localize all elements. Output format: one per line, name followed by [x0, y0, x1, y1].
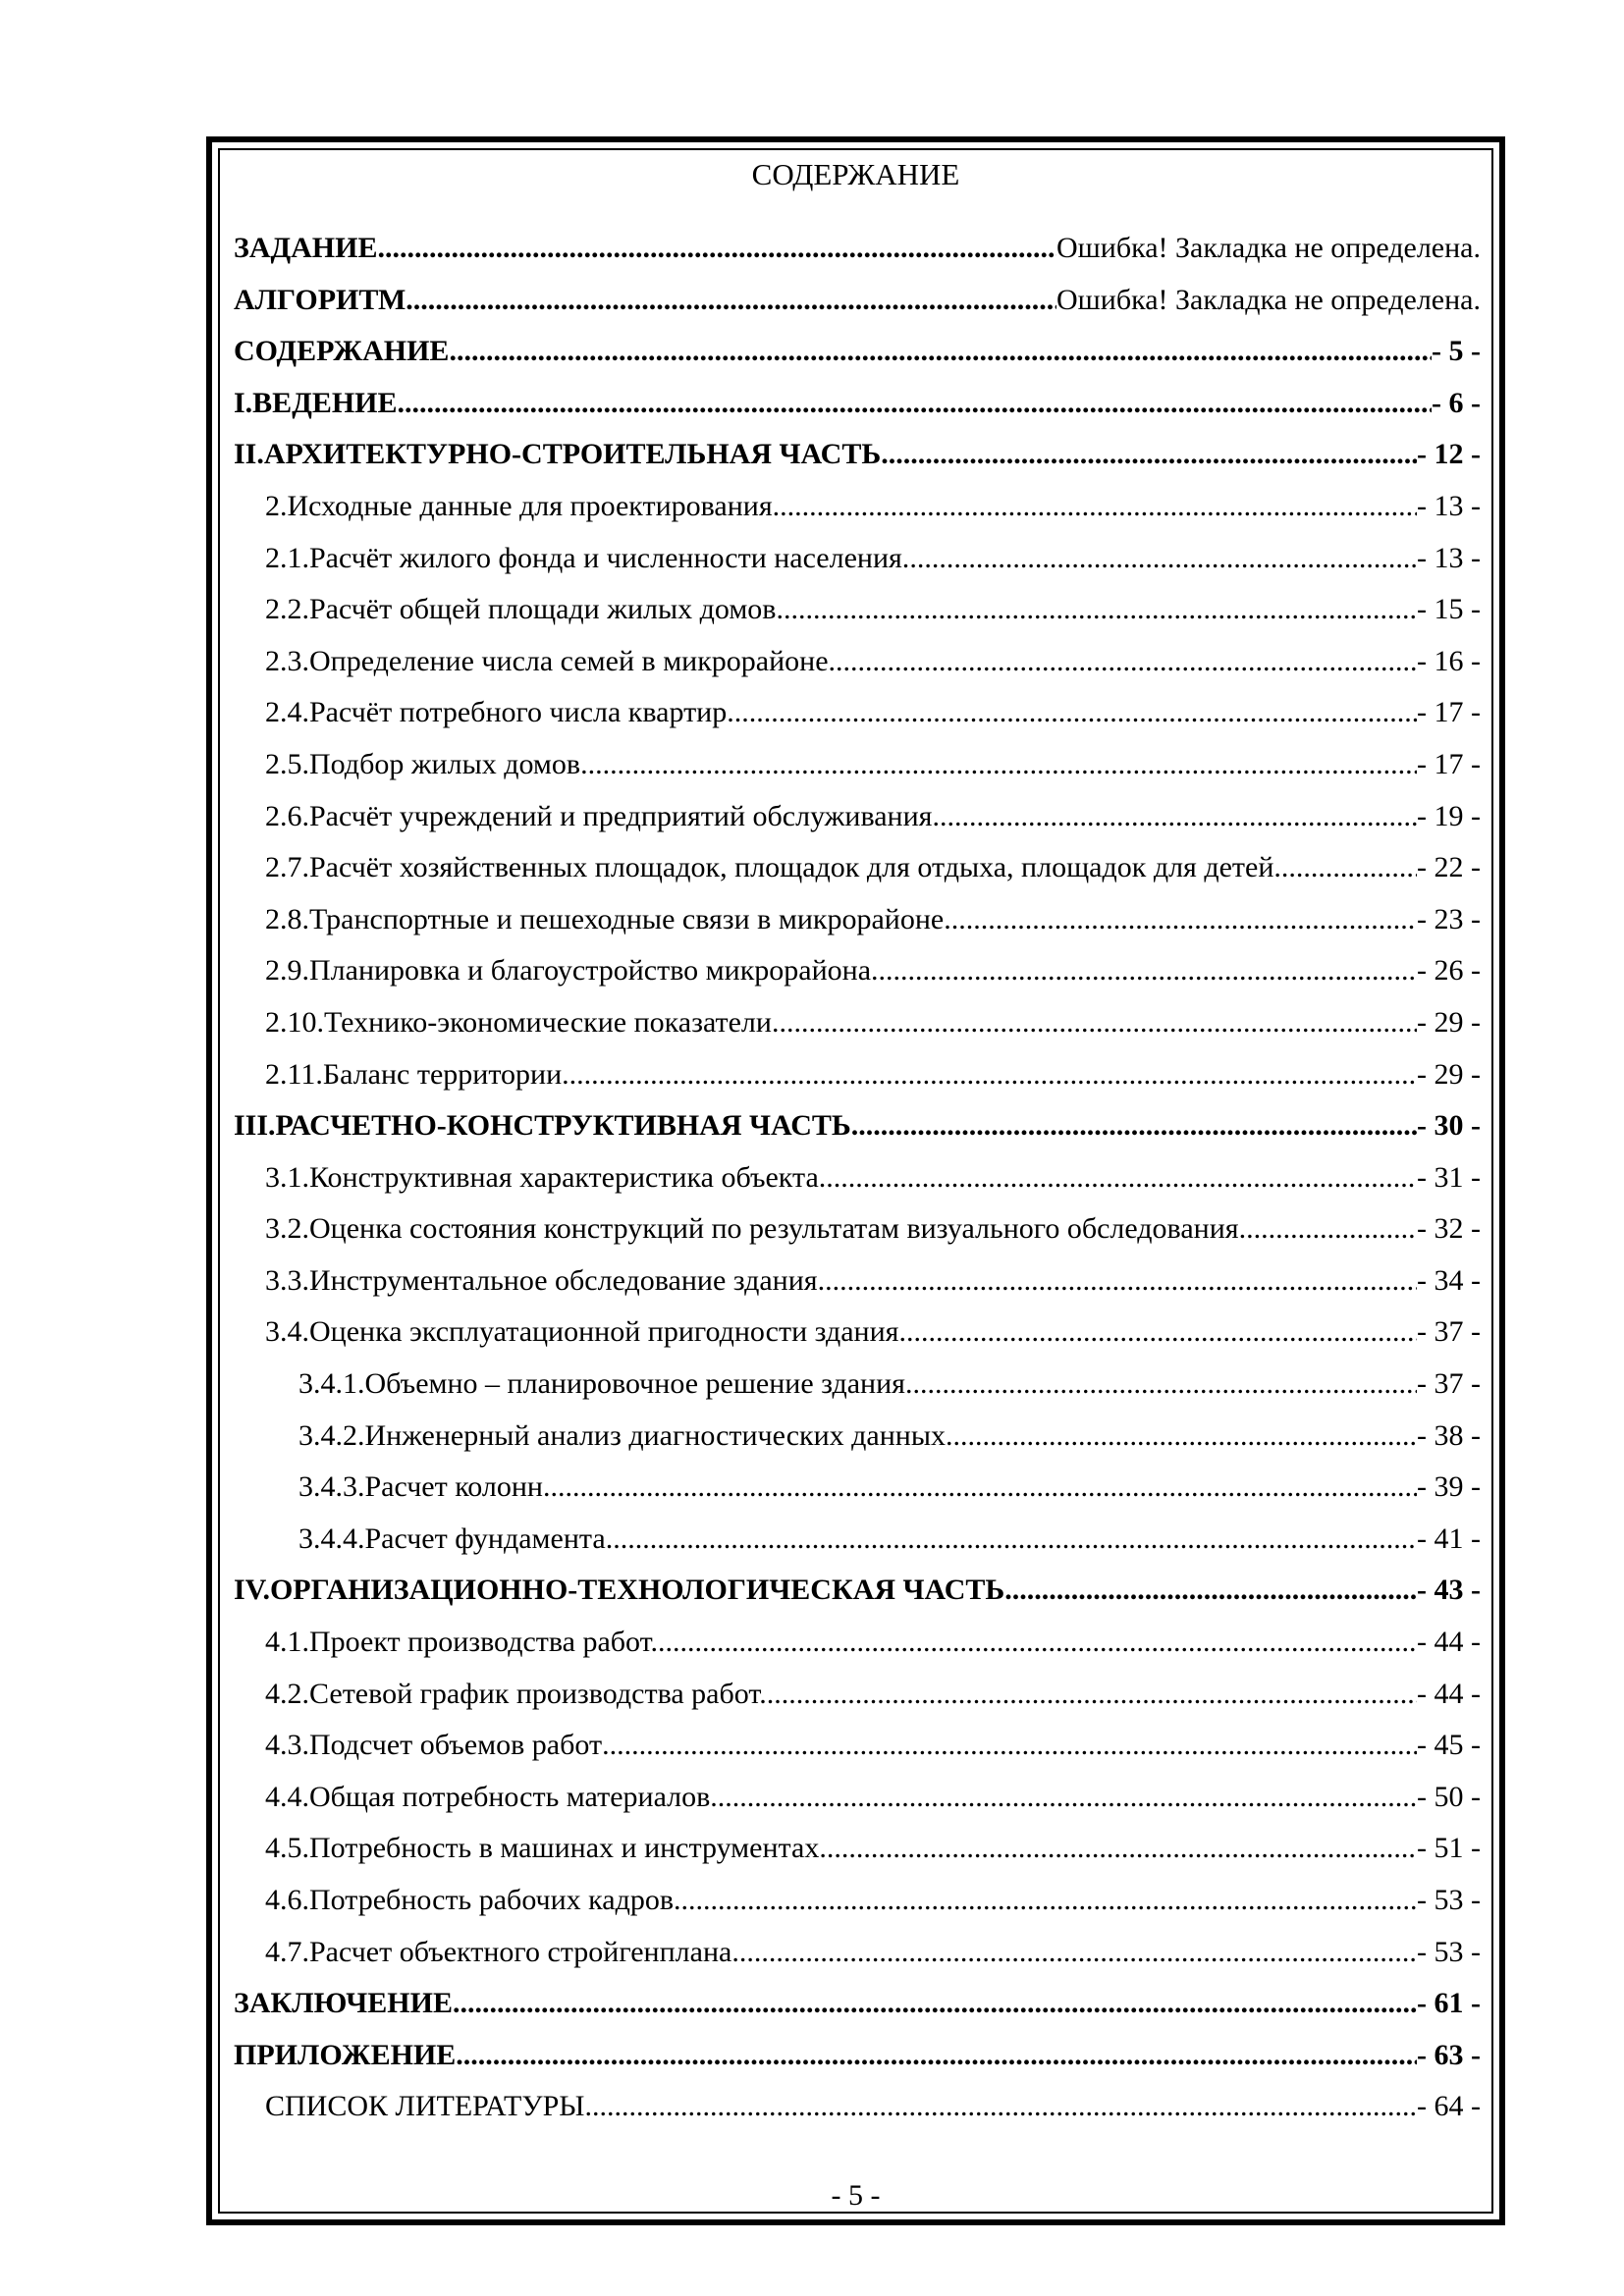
toc-entry-page: Ошибка! Закладка не определена. — [1056, 283, 1481, 316]
toc-entry[interactable] — [234, 998, 1481, 1050]
toc-entry[interactable] — [234, 1824, 1481, 1876]
toc-leader-dots — [710, 1781, 1417, 1814]
toc-entry-page: - 45 - — [1417, 1729, 1481, 1762]
toc-entry-page: - 41 - — [1417, 1522, 1481, 1555]
toc-entry[interactable] — [234, 1670, 1481, 1722]
toc-leader-dots — [727, 696, 1417, 729]
toc-entry-page: - 34 - — [1417, 1263, 1481, 1297]
toc-entry-page: - 61 - — [1417, 1987, 1481, 2020]
toc-leader-dots — [1281, 851, 1417, 884]
toc-entry-page: - 29 - — [1417, 1057, 1481, 1091]
toc-entry-page: - 53 - — [1417, 1935, 1481, 1968]
toc-entry-title: СОДЕРЖАНИЕ — [234, 335, 450, 368]
toc-leader-dots — [819, 1161, 1417, 1195]
toc-entry[interactable] — [234, 1876, 1481, 1928]
page-number: - 5 - — [831, 2179, 881, 2212]
toc-entry-page: Ошибка! Закладка не определена. — [1056, 232, 1481, 264]
toc-entry-page: - 5 - — [1432, 335, 1481, 368]
toc-leader-dots — [772, 1006, 1417, 1040]
toc-entry[interactable] — [234, 1773, 1481, 1825]
toc-entry-page: - 37 - — [1417, 1315, 1481, 1349]
toc-entry-title: 2.6.Расчёт учреждений и предприятий обслуживания. — [265, 799, 940, 832]
toc-entry[interactable] — [234, 1050, 1481, 1102]
toc-entry-title: 2.Исходные данные для проектирования. — [265, 489, 781, 522]
toc-entry-title: ЗАКЛЮЧЕНИЕ — [234, 1987, 453, 2020]
toc-entry[interactable] — [234, 895, 1481, 947]
toc-entry-page: - 23 - — [1417, 902, 1481, 935]
toc-entry-title: 2.3.Определение числа семей в микрорайоне — [265, 644, 829, 677]
toc-entry[interactable] — [234, 946, 1481, 998]
toc-entry-title: 4.6.Потребность рабочих кадров — [265, 1884, 675, 1916]
toc-entry-page: - 13 - — [1417, 541, 1481, 574]
toc-entry-page: - 44 - — [1417, 1626, 1481, 1659]
toc-entry-title: 3.3.Инструментальное обследование здания — [265, 1263, 818, 1297]
toc-entry-title: IV.ОРГАНИЗАЦИОННО-ТЕХНОЛОГИЧЕСКАЯ ЧАСТЬ — [234, 1574, 1005, 1607]
toc-entry-title: 4.4.Общая потребность материалов — [265, 1780, 711, 1813]
toc-entry[interactable] — [234, 1566, 1481, 1618]
toc-entry-title: II.АРХИТЕКТУРНО-СТРОИТЕЛЬНАЯ ЧАСТЬ — [234, 438, 882, 471]
toc-entry-title: ПРИЛОЖЕНИЕ — [234, 2038, 457, 2071]
toc-entry-page: - 30 - — [1417, 1109, 1481, 1143]
toc-entry[interactable] — [234, 637, 1481, 689]
toc-entry[interactable] — [234, 585, 1481, 637]
toc-leader-dots — [453, 1987, 1417, 2020]
toc-entry-page: - 6 - — [1432, 386, 1481, 419]
toc-entry[interactable] — [234, 1463, 1481, 1515]
toc-entry-title: 3.4.4.Расчет фундамента — [298, 1522, 606, 1555]
toc-entry[interactable] — [234, 224, 1481, 276]
toc-entry-title: 3.1.Конструктивная характеристика объекта — [265, 1160, 819, 1194]
toc-entry-title: III.РАСЧЕТНО-КОНСТРУКТИВНАЯ ЧАСТЬ — [234, 1109, 851, 1143]
toc-entry[interactable] — [234, 327, 1481, 379]
toc-entry-title: 4.7.Расчет объектного стройгенплана — [265, 1935, 732, 1968]
toc-entry-page: - 22 - — [1417, 851, 1481, 884]
toc-entry-title: 3.4.Оценка эксплуатационной пригодности здания — [265, 1315, 899, 1349]
toc-leader-dots — [1239, 1212, 1417, 1246]
toc-leader-dots — [1004, 1574, 1417, 1607]
toc-entry-title: 3.2.Оценка состояния конструкций по результатам визуального обследования — [265, 1212, 1239, 1246]
toc-leader-dots — [829, 645, 1417, 678]
toc-entry[interactable] — [234, 843, 1481, 895]
toc-entry-page: - 31 - — [1417, 1160, 1481, 1194]
toc-leader-dots — [879, 954, 1417, 988]
toc-entry-title: 4.5.Потребность в машинах и инструментах — [265, 1832, 820, 1865]
toc-leader-dots — [550, 1470, 1417, 1504]
toc-entry-page: - 37 - — [1417, 1367, 1481, 1401]
toc-leader-dots — [851, 1109, 1417, 1143]
toc-leader-dots — [898, 1315, 1417, 1349]
toc-leader-dots — [606, 1522, 1417, 1556]
toc-entry-title: 4.2.Сетевой график производства работ. — [265, 1677, 767, 1710]
toc-entry-title: 2.8.Транспортные и пешеходные связи в микрорайоне — [265, 902, 945, 935]
toc-entry-page: - 44 - — [1417, 1677, 1481, 1710]
toc-entry[interactable] — [234, 276, 1481, 328]
toc-leader-dots — [674, 1884, 1417, 1917]
toc-entry[interactable] — [234, 1360, 1481, 1412]
toc-entry[interactable] — [234, 1204, 1481, 1256]
toc-entry-title: СПИСОК ЛИТЕРАТУРЫ — [265, 2090, 585, 2123]
toc-entry-page: - 53 - — [1417, 1884, 1481, 1916]
toc-entry-title: 2.9.Планировка и благоустройство микрорайона. — [265, 954, 879, 988]
toc-leader-dots — [658, 1626, 1417, 1659]
toc-entry[interactable] — [234, 482, 1481, 534]
toc-entry[interactable] — [234, 1101, 1481, 1153]
toc-leader-dots — [398, 387, 1432, 420]
toc-entry-title: 4.1.Проект производства работ. — [265, 1626, 659, 1659]
toc-entry[interactable] — [234, 740, 1481, 792]
toc-entry-page: - 32 - — [1417, 1212, 1481, 1246]
toc-entry-page: - 16 - — [1417, 644, 1481, 677]
toc-entry[interactable] — [234, 1412, 1481, 1464]
toc-entry-title: 3.4.1.Объемно – планировочное решение здания — [298, 1367, 905, 1401]
toc-entry[interactable] — [234, 792, 1481, 844]
toc-entry-page: - 17 - — [1417, 696, 1481, 729]
toc-entry-title: ЗАДАНИЕ — [234, 232, 378, 264]
toc-leader-dots — [731, 1936, 1417, 1969]
toc-entry-title: АЛГОРИТМ — [234, 283, 406, 316]
toc-entry[interactable] — [234, 1618, 1481, 1670]
toc-entry-page: - 26 - — [1417, 954, 1481, 988]
toc-entry-page: - 64 - — [1417, 2090, 1481, 2123]
toc-entry-page: - 63 - — [1417, 2038, 1481, 2071]
toc-entry[interactable] — [234, 1515, 1481, 1567]
toc-leader-dots — [569, 1058, 1417, 1092]
toc-entry[interactable] — [234, 2082, 1481, 2134]
toc-entry-title: 2.11.Баланс территории. — [265, 1057, 569, 1091]
toc-entry[interactable] — [234, 1721, 1481, 1773]
toc-entry[interactable] — [234, 534, 1481, 586]
toc-entry-page: - 50 - — [1417, 1780, 1481, 1813]
toc-entry-title: I.ВЕДЕНИЕ — [234, 386, 398, 419]
toc-entry-page: - 17 - — [1417, 747, 1481, 780]
toc-leader-dots — [767, 1678, 1417, 1711]
toc-entry-title: 4.3.Подсчет объемов работ — [265, 1729, 603, 1762]
toc-entry-title: 2.2.Расчёт общей площади жилых домов — [265, 593, 777, 626]
toc-leader-dots — [449, 335, 1432, 368]
toc-entry[interactable] — [234, 1256, 1481, 1308]
toc-entry[interactable] — [234, 1153, 1481, 1205]
toc-entry[interactable] — [234, 1979, 1481, 2031]
toc-entry-title: 3.4.2.Инженерный анализ диагностических данных — [298, 1418, 946, 1452]
toc-entry-page: - 43 - — [1417, 1574, 1481, 1607]
toc-entry-page: - 15 - — [1417, 593, 1481, 626]
toc-leader-dots — [819, 1832, 1417, 1865]
toc-entry[interactable] — [234, 2031, 1481, 2083]
toc-entry-page: - 39 - — [1417, 1470, 1481, 1504]
table-of-contents — [234, 224, 1481, 2134]
toc-entry-title: 2.10.Технико-экономические показатели — [265, 1005, 772, 1039]
toc-leader-dots — [584, 2090, 1417, 2123]
toc-entry-title: 2.7.Расчёт хозяйственных площадок, площадок для отдыха, площадок для детей. — [265, 851, 1281, 884]
toc-leader-dots — [944, 903, 1417, 936]
toc-entry[interactable] — [234, 1928, 1481, 1980]
toc-leader-dots — [406, 284, 1056, 317]
toc-entry-page: - 38 - — [1417, 1418, 1481, 1452]
toc-entry-page: - 19 - — [1417, 799, 1481, 832]
toc-entry-title: 2.4.Расчёт потребного числа квартир — [265, 696, 728, 729]
toc-leader-dots — [909, 542, 1417, 575]
toc-entry-page: - 12 - — [1417, 438, 1481, 471]
toc-entry[interactable] — [234, 430, 1481, 482]
toc-leader-dots — [946, 1419, 1417, 1453]
toc-leader-dots — [580, 748, 1417, 781]
toc-entry-page: - 13 - — [1417, 489, 1481, 522]
toc-entry[interactable] — [234, 688, 1481, 740]
toc-leader-dots — [905, 1367, 1417, 1401]
toc-entry-page: - 51 - — [1417, 1832, 1481, 1865]
toc-leader-dots — [377, 232, 1056, 265]
toc-leader-dots — [881, 438, 1417, 471]
page-title: СОДЕРЖАНИЕ — [751, 157, 960, 191]
toc-entry-title: 3.4.3.Расчет колонн. — [298, 1470, 551, 1504]
toc-entry[interactable] — [234, 379, 1481, 431]
toc-leader-dots — [456, 2039, 1417, 2072]
toc-entry-title: 2.1.Расчёт жилого фонда и численности населения. — [265, 541, 910, 574]
toc-entry-title: 2.5.Подбор жилых домов — [265, 747, 581, 780]
toc-leader-dots — [780, 490, 1417, 523]
toc-entry-page: - 29 - — [1417, 1005, 1481, 1039]
toc-leader-dots — [818, 1264, 1417, 1298]
toc-leader-dots — [940, 800, 1417, 833]
toc-entry[interactable] — [234, 1308, 1481, 1360]
toc-leader-dots — [602, 1729, 1417, 1762]
toc-leader-dots — [776, 593, 1417, 626]
